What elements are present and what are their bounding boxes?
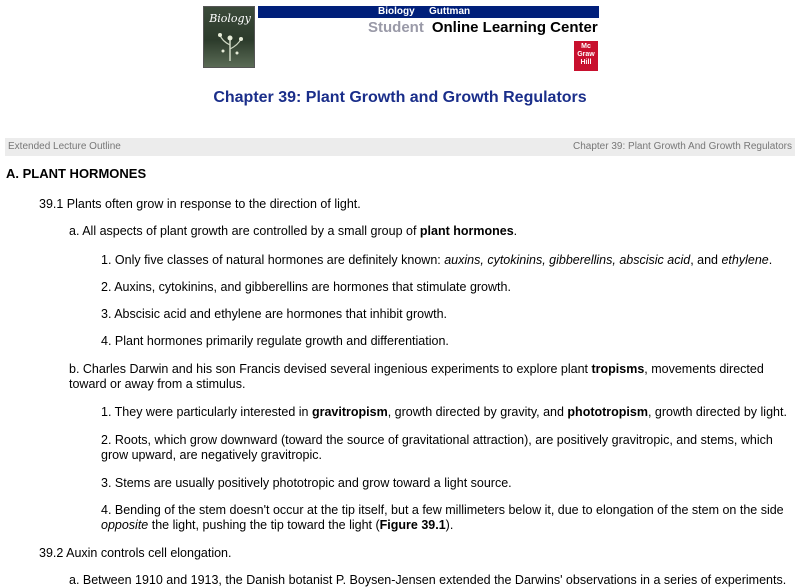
page-title: Chapter 39: Plant Growth and Growth Regulators — [213, 89, 587, 106]
breadcrumb-bar — [5, 138, 795, 156]
book-cover-image[interactable] — [203, 6, 255, 68]
outline-item-b2: 2. Roots, which grow downward (toward the source of gravitational attraction), are positively gravitropic, and stems, which grow upward, are negatively gravitropic. — [101, 433, 773, 462]
olc-label: Online Learning Center — [431, 19, 598, 36]
plant-illustration — [212, 31, 248, 61]
outline-item-39-1: 39.1 Plants often grow in response to the direction of light. — [39, 197, 361, 211]
banner-book-title: Biology — [378, 6, 415, 17]
breadcrumb-left: Extended Lecture Outline — [8, 141, 121, 152]
outline-item-a: a. All aspects of plant growth are controlled by a small group of plant hormones. — [69, 224, 518, 238]
section-heading: A. PLANT HORMONES — [6, 166, 147, 181]
outline-item-b4: 4. Bending of the stem doesn't occur at the tip itself, but a few millimeters below it, due to elongation of the stem on the side opposite the light, pushing the tip toward the light (Figure 39.1). — [101, 503, 784, 532]
banner-subtitle — [368, 19, 598, 36]
header-banner — [203, 6, 599, 72]
outline-item-c: a. Between 1910 and 1913, the Danish botanist P. Boysen-Jensen extended the Darwins' observations in a series of experiments. — [69, 573, 787, 587]
outline-item-a4: 4. Plant hormones primarily regulate growth and differentiation. — [101, 334, 449, 348]
outline-item-39-2: 39.2 Auxin controls cell elongation. — [39, 546, 232, 560]
mcgraw-hill-logo[interactable]: Mc Graw Hill — [574, 41, 598, 71]
outline-item-a2: 2. Auxins, cytokinins, and gibberellins are hormones that stimulate growth. — [101, 280, 511, 294]
outline-item-a1: 1. Only five classes of natural hormones are definitely known: auxins, cytokinins, gibberellins, abscisic acid, and ethylene. — [101, 253, 773, 267]
outline-item-b1: 1. They were particularly interested in gravitropism, growth directed by gravity, and phototropism, growth directed by light. — [101, 405, 787, 419]
book-cover-title: Biology — [209, 12, 251, 25]
breadcrumb-right: Chapter 39: Plant Growth And Growth Regulators — [572, 141, 792, 152]
outline-item-b3: 3. Stems are usually positively phototropic and grow toward a light source. — [101, 476, 512, 490]
figure-link[interactable]: Figure 39.1 — [379, 518, 446, 532]
student-label: Student — [368, 19, 424, 36]
outline-item-a3: 3. Abscisic acid and ethylene are hormones that inhibit growth. — [101, 307, 448, 321]
banner-title-bar — [258, 6, 599, 18]
outline-item-b: b. Charles Darwin and his son Francis devised several ingenious experiments to explore plant tropisms, movements directed toward or away from a stimulus. — [69, 362, 764, 391]
banner-author: Guttman — [429, 6, 471, 17]
